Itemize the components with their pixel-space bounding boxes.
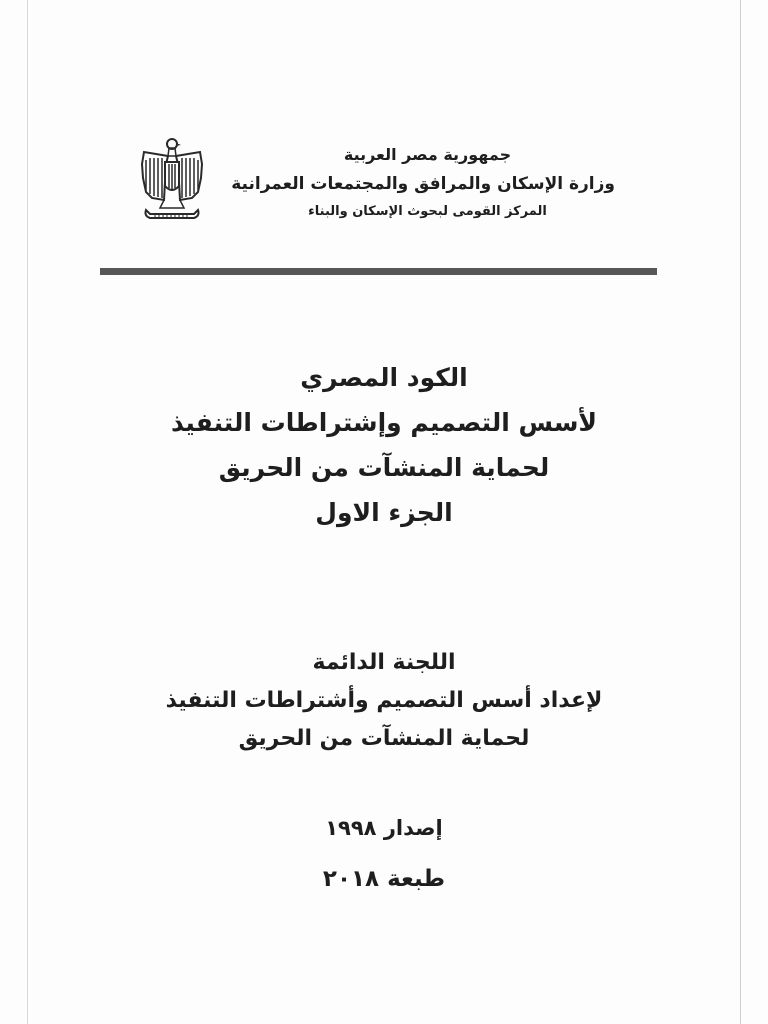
title-line-1: الكود المصري [300,363,468,392]
committee-line-3: لحماية المنشآت من الحريق [238,726,530,751]
eagle-emblem-icon [138,134,206,226]
committee-line-1: اللجنة الدائمة [312,650,456,675]
title-line-4: الجزء الاول [315,498,453,527]
edition-year: طبعة ٢٠١٨ [322,866,446,892]
scan-edge-left [27,0,28,1024]
header-divider [100,268,657,275]
committee-line-2: لإعداد أسس التصميم وأشتراطات التنفيذ [165,688,603,713]
code-title [84,355,684,535]
title-line-2: لأسس التصميم وإشتراطات التنفيذ [170,408,598,437]
title-line-3: لحماية المنشآت من الحريق [218,453,550,482]
scan-edge-right [740,0,741,1024]
ministry-name: وزارة الإسكان والمرافق والمجتمعات العمرانية [231,174,615,194]
research-center-name: المركز القومى لبحوث الإسكان والبناء [308,204,547,219]
committee-heading [84,644,684,758]
ministry-header [231,145,615,219]
issue-year: إصدار ١٩٩٨ [325,816,443,840]
country-name: جمهورية مصر العربية [343,145,512,164]
